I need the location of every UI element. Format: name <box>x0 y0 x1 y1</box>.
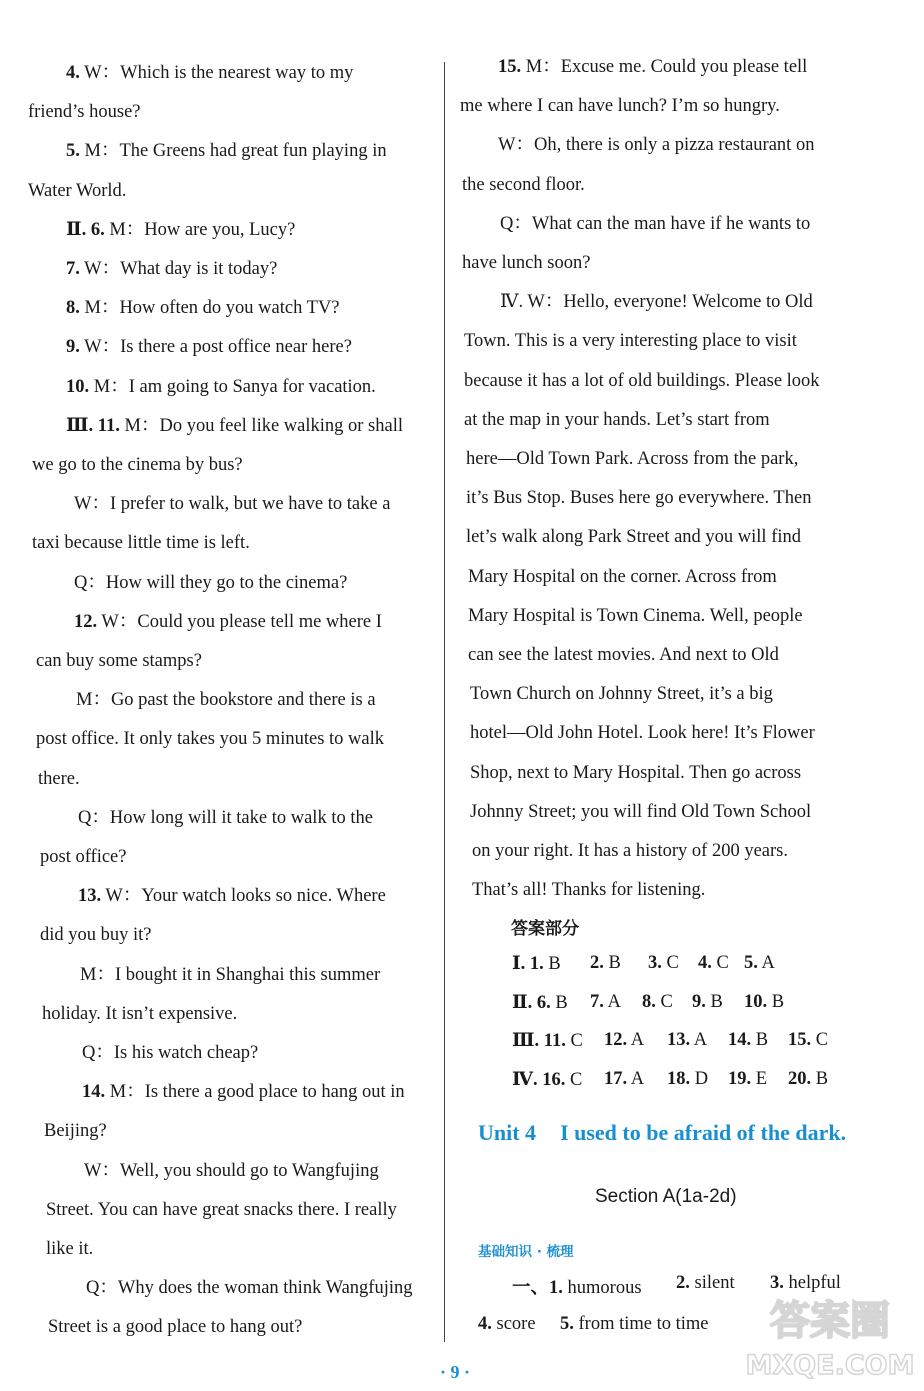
answer-number: 14. <box>728 1030 752 1050</box>
answer-number: 19. <box>728 1068 752 1089</box>
vocab-number: 5. <box>560 1314 574 1334</box>
answer-item <box>648 953 679 974</box>
right-line <box>464 330 797 352</box>
question-number: 7. <box>66 259 80 279</box>
question-number: 13. <box>78 886 102 907</box>
unit-title <box>478 1120 846 1146</box>
answer-letter: C <box>565 1069 583 1090</box>
line-text: M：I am going to Sanya for vacation. <box>89 376 376 397</box>
left-line <box>82 1081 405 1103</box>
line-text: we go to the cinema by bus? <box>32 455 243 475</box>
left-line <box>82 1042 258 1064</box>
unit-label: Unit 4 <box>478 1120 537 1145</box>
right-line <box>500 291 813 313</box>
question-number: 5. <box>66 141 80 162</box>
line-text: Water World. <box>28 180 127 201</box>
unit-name: I used to be afraid of the dark. <box>560 1120 847 1145</box>
vocab-item <box>560 1314 709 1335</box>
vocab-number: 3. <box>770 1273 784 1293</box>
right-line <box>468 605 803 627</box>
answer-letter: C <box>655 991 673 1012</box>
right-line <box>470 801 811 823</box>
vocab-item <box>478 1314 536 1335</box>
line-text: Q：What can the man have if he wants to <box>500 213 811 234</box>
answer-item <box>667 1069 708 1090</box>
right-line <box>466 526 801 548</box>
line-text: can see the latest movies. And next to Old <box>468 645 779 665</box>
section-title: Section A(1a-2d) <box>595 1186 737 1207</box>
answer-number: 7. <box>590 991 604 1012</box>
answer-number: 15. <box>788 1030 812 1050</box>
line-text: M：I bought it in Shanghai this summer <box>80 964 381 985</box>
line-text: Q：How long will it take to walk to the <box>78 807 373 828</box>
answer-item <box>744 992 784 1013</box>
right-line <box>470 762 801 784</box>
answer-letter: C <box>711 953 729 973</box>
answer-letter: C <box>661 953 679 973</box>
right-line <box>462 252 590 274</box>
line-text: at the map in your hands. Let’s start from <box>464 409 770 430</box>
answer-letter: C <box>565 1031 583 1051</box>
answer-letter: C <box>811 1030 829 1050</box>
answer-item <box>728 1030 768 1051</box>
answer-number: 20. <box>788 1068 812 1089</box>
answer-number: Ⅲ. 11. <box>512 1031 566 1051</box>
right-line <box>470 683 773 705</box>
line-text: did you buy it? <box>40 925 152 946</box>
answer-number: 5. <box>744 953 758 973</box>
answer-number: 3. <box>648 953 662 973</box>
line-text: W：Could you please tell me where I <box>97 611 382 632</box>
line-text: the second floor. <box>462 174 585 195</box>
line-text: W：Your watch looks so nice. Where <box>101 886 386 907</box>
line-text: taxi because little time is left. <box>32 533 250 554</box>
left-line <box>36 650 202 672</box>
vocab-word: from time to time <box>573 1314 709 1334</box>
column-divider <box>444 62 445 1342</box>
left-line <box>48 1316 302 1338</box>
question-number: 4. <box>66 63 80 83</box>
left-line <box>66 415 403 437</box>
line-text: on your right. It has a history of 200 years. <box>472 841 788 861</box>
answer-letter: A <box>627 1068 645 1089</box>
vocab-number: 2. <box>676 1273 690 1293</box>
left-line <box>40 846 126 868</box>
left-line <box>66 336 352 358</box>
right-line <box>472 840 788 862</box>
line-text: W：What day is it today? <box>79 259 278 279</box>
line-text: Q：Is his watch cheap? <box>82 1043 259 1063</box>
left-line <box>40 924 152 946</box>
left-line <box>66 62 353 84</box>
line-text: M：Go past the bookstore and there is a <box>76 690 376 711</box>
left-line <box>28 180 126 202</box>
question-number: 10. <box>66 376 90 397</box>
vocab-item <box>512 1273 642 1299</box>
question-number: 12. <box>74 611 98 632</box>
left-line <box>66 219 295 241</box>
line-text: Street is a good place to hang out? <box>48 1317 303 1338</box>
line-text: can buy some stamps? <box>36 651 202 671</box>
answer-item <box>604 1030 644 1051</box>
left-line <box>46 1199 397 1221</box>
answer-letter: A <box>690 1030 708 1050</box>
sub-heading: 基础知识 · 梳理 <box>478 1244 574 1260</box>
left-line <box>66 258 277 280</box>
answer-letter: A <box>627 1030 645 1050</box>
line-text: Mary Hospital on the corner. Across from <box>468 566 777 587</box>
answer-letter: D <box>690 1068 709 1089</box>
answer-number: Ⅰ. 1. <box>512 954 544 974</box>
answer-number: 12. <box>604 1030 628 1050</box>
answer-letter: A <box>603 991 621 1012</box>
answer-number: Ⅳ. 16. <box>512 1069 566 1090</box>
question-number: 14. <box>82 1082 106 1103</box>
answer-number: Ⅱ. 6. <box>512 992 551 1013</box>
left-line <box>32 532 250 554</box>
answer-letter: B <box>550 992 568 1013</box>
right-line <box>468 566 777 588</box>
right-line <box>460 95 780 117</box>
answer-letter: B <box>603 953 621 973</box>
answer-item <box>788 1030 828 1051</box>
right-line <box>468 644 779 666</box>
line-text: M：Do you feel like walking or shall <box>119 415 403 436</box>
left-line <box>46 1238 93 1260</box>
line-text: M：Excuse me. Could you please tell <box>521 57 808 77</box>
right-line <box>464 370 820 392</box>
answer-heading: 答案部分 <box>511 919 579 939</box>
left-line <box>66 297 340 319</box>
answer-letter: A <box>757 953 775 973</box>
right-line <box>498 134 814 156</box>
answer-letter: E <box>751 1068 768 1089</box>
question-number: Ⅲ. 11. <box>66 415 120 436</box>
line-text: because it has a lot of old buildings. Please look <box>464 370 820 391</box>
answer-item <box>698 953 729 974</box>
line-text: W：Oh, there is only a pizza restaurant on <box>498 135 815 156</box>
left-line <box>32 454 243 476</box>
line-text: M：How are you, Lucy? <box>104 219 296 240</box>
line-text: Town. This is a very interesting place to visit <box>464 331 797 352</box>
answer-item <box>590 953 621 974</box>
watermark-bottom: MXQE.COM <box>745 1350 915 1381</box>
line-text: Street. You can have great snacks there. I really <box>46 1199 397 1220</box>
answer-number: 17. <box>604 1068 628 1089</box>
left-line <box>74 572 347 594</box>
answer-item <box>512 1030 583 1052</box>
left-line <box>76 689 376 711</box>
line-text: here—Old Town Park. Across from the park, <box>466 449 799 469</box>
right-line <box>464 409 770 431</box>
line-text: Q：How will they go to the cinema? <box>74 572 348 593</box>
line-text: holiday. It isn’t expensive. <box>42 1003 238 1024</box>
vocab-word: humorous <box>562 1278 642 1298</box>
right-line <box>462 174 585 196</box>
left-line <box>78 807 373 829</box>
answer-number: 8. <box>642 991 656 1012</box>
answer-letter: B <box>751 1030 769 1050</box>
line-text: Q：Why does the woman think Wangfujing <box>86 1278 413 1299</box>
line-text: let’s walk along Park Street and you will find <box>466 527 801 548</box>
question-number: 9. <box>66 337 80 358</box>
answer-item <box>744 953 775 974</box>
question-number: 15. <box>498 57 522 77</box>
watermark-logo <box>745 1286 915 1384</box>
line-text: Beijing? <box>44 1121 107 1142</box>
answer-number: 4. <box>698 953 712 973</box>
left-line <box>74 611 382 633</box>
answer-letter: B <box>543 954 561 974</box>
question-number: 8. <box>66 298 80 319</box>
right-line <box>500 213 810 235</box>
answer-item <box>642 992 673 1013</box>
answer-letter: B <box>705 991 723 1012</box>
vocab-number: 一、1. <box>512 1278 563 1298</box>
answer-number: 9. <box>692 991 706 1012</box>
answer-item <box>728 1069 767 1090</box>
vocab-word: helpful <box>783 1273 841 1293</box>
line-text: M：How often do you watch TV? <box>79 298 340 319</box>
right-line <box>466 487 811 509</box>
line-text: Mary Hospital is Town Cinema. Well, people <box>468 605 803 626</box>
right-line <box>472 879 705 901</box>
line-text: it’s Bus Stop. Buses here go everywhere. Then <box>466 488 812 509</box>
answer-letter: B <box>767 991 785 1012</box>
answer-letter: B <box>811 1068 829 1089</box>
line-text: hotel—Old John Hotel. Look here! It’s Flower <box>470 723 815 744</box>
line-text: Town Church on Johnny Street, it’s a big <box>470 684 773 705</box>
line-text: W：I prefer to walk, but we have to take a <box>74 494 391 515</box>
line-text: there. <box>38 768 80 789</box>
answer-item <box>667 1030 707 1051</box>
answer-item <box>692 992 723 1013</box>
right-line <box>470 722 815 744</box>
answer-item <box>590 992 621 1013</box>
vocab-word: silent <box>689 1273 735 1293</box>
left-line <box>74 493 390 515</box>
left-line <box>36 728 384 750</box>
line-text: M：The Greens had great fun playing in <box>79 141 387 162</box>
line-text: Shop, next to Mary Hospital. Then go across <box>470 762 802 783</box>
answer-item <box>788 1069 828 1090</box>
answer-number: 13. <box>667 1030 691 1050</box>
answer-item <box>512 1069 582 1091</box>
answer-item <box>512 953 561 975</box>
line-text: post office? <box>40 847 127 867</box>
line-text: friend’s house? <box>28 102 141 123</box>
left-line <box>28 101 141 123</box>
left-line <box>42 1003 237 1025</box>
vocab-word: score <box>491 1314 536 1334</box>
line-text: W：Which is the nearest way to my <box>79 63 354 83</box>
answer-item <box>512 992 568 1014</box>
question-number: Ⅱ. 6. <box>66 219 105 240</box>
line-text: W：Is there a post office near here? <box>79 337 352 358</box>
line-text: post office. It only takes you 5 minutes to walk <box>36 729 385 750</box>
line-text: have lunch soon? <box>462 253 591 273</box>
answer-number: 2. <box>590 953 604 973</box>
left-line <box>78 885 386 907</box>
line-text: like it. <box>46 1239 94 1259</box>
answer-number: 18. <box>667 1068 691 1089</box>
line-text: me where I can have lunch? I’m so hungry. <box>460 96 780 117</box>
vocab-number: 4. <box>478 1314 492 1334</box>
line-text: W：Well, you should go to Wangfujing <box>84 1160 379 1181</box>
left-line <box>44 1120 107 1142</box>
left-line <box>66 140 387 162</box>
answer-item <box>604 1069 644 1090</box>
right-line <box>498 56 807 78</box>
left-line <box>80 964 380 986</box>
left-line <box>66 376 376 398</box>
line-text: M：Is there a good place to hang out in <box>105 1082 405 1103</box>
line-text: Johnny Street; you will find Old Town School <box>470 801 812 822</box>
vocab-item <box>676 1273 735 1294</box>
watermark-top: 答案圈 <box>770 1298 890 1344</box>
line-text: That’s all! Thanks for listening. <box>472 880 706 901</box>
left-line <box>38 768 80 790</box>
left-line <box>86 1277 413 1299</box>
right-line <box>466 448 798 470</box>
page-number: · 9 · <box>440 1362 471 1382</box>
line-text: Ⅳ. W：Hello, everyone! Welcome to Old <box>500 292 813 313</box>
left-line <box>84 1160 379 1182</box>
answer-number: 10. <box>744 991 768 1012</box>
